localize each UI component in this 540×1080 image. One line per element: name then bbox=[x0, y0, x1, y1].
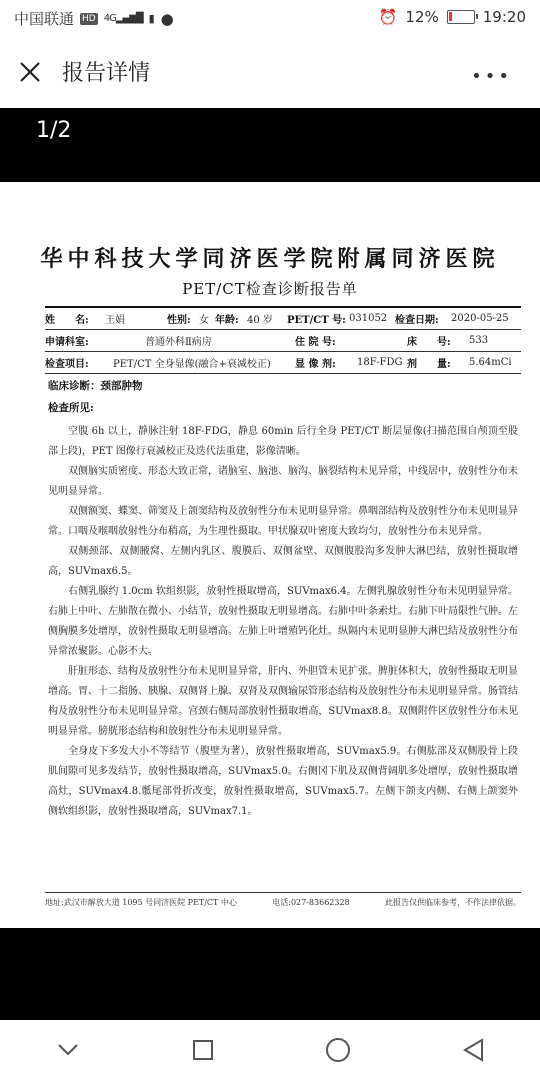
info-row-1 bbox=[45, 306, 521, 330]
footer-note: 此报告仅供临床参考，不作法律依据。 bbox=[384, 898, 521, 907]
dose-label: 剂 量: bbox=[407, 359, 451, 370]
carrier-label: 中国联通 bbox=[14, 10, 75, 28]
findings-label: 检查所见: bbox=[48, 402, 94, 414]
page-title: 报告详情 bbox=[62, 61, 151, 86]
dept-label: 申请科室: bbox=[45, 337, 89, 348]
ward-label: 住 院 号: bbox=[295, 337, 336, 348]
patient-info-table bbox=[45, 306, 521, 374]
agent-label: 显 像 剂: bbox=[295, 359, 336, 370]
findings-paragraph: 全身皮下多发大小不等结节（腹壁为著），放射性摄取增高，SUVmax5.9。右侧肱部及双侧股骨上段肌间隙可见多发结节，放射性摄取增高，SUVmax5.0。右侧冈下肌及双侧背阔肌多处增厚，放射性摄取增高灶，SUVmax4.8.骶尾部骨折改变，放射性摄取增高，SUVmax5.7。左侧下颌支内侧、右侧上颌窦外侧软组织影，放射性摄取增高，SUVmax7.1。 bbox=[48, 746, 518, 817]
alarm-icon: ⏰ bbox=[378, 8, 398, 26]
wifi-icon: ▮ bbox=[148, 12, 155, 25]
findings-paragraph: 右侧乳腺约 1.0cm 软组织影，放射性摄取增高，SUVmax6.4。左侧乳腺放射性分布未见明显异常。右肺上中叶、左肺散在微小、小结节，放射性摄取无明显增高。右肺中叶条索灶。右肺下叶局限性气肿。左侧胸膜多处增厚，放射性摄取无明显增高。左肺上叶增殖钙化灶。纵隔内未见明显肿大淋巴结及放射性分布异常浓聚影。心影不大。 bbox=[48, 586, 518, 657]
hd-badge: HD bbox=[82, 13, 96, 24]
triangle-back-icon bbox=[462, 1038, 484, 1062]
findings-paragraph: 双侧额窦、蝶窦、筛窦及上颌窦结构及放射性分布未见明显异常。鼻咽部结构及放射性分布未见明显异常。口咽及喉咽放射性分布稍高，为生理性摄取。甲状腺双叶密度大致均匀，放射性分布未见异常。 bbox=[48, 506, 518, 537]
clock: 19:20 bbox=[482, 8, 526, 26]
battery-fill bbox=[449, 12, 452, 21]
age-label: 年龄: bbox=[215, 315, 239, 326]
report-footer bbox=[45, 892, 521, 908]
dept-value: 普通外科Ⅱ病房 bbox=[145, 337, 212, 348]
sex-label: 性别: bbox=[167, 315, 191, 326]
exam-item-label: 检查项目: bbox=[45, 359, 89, 370]
footer-address: 地址:武汉市解放大道 1095 号同济医院 PET/CT 中心 bbox=[45, 898, 237, 907]
chevron-down-icon bbox=[57, 1043, 79, 1057]
petct-no-value: 031052 bbox=[349, 313, 388, 324]
findings-text bbox=[48, 422, 518, 822]
exam-item-value: PET/CT 全身显像(融合+衰减校正) bbox=[113, 359, 271, 370]
report-page bbox=[0, 182, 540, 928]
circle-icon bbox=[325, 1037, 351, 1063]
system-nav-bar bbox=[0, 1020, 540, 1080]
report-title: PET/CT检查诊断报告单 bbox=[182, 280, 358, 298]
bed-label: 床 号: bbox=[407, 337, 451, 348]
page-indicator: 1/2 bbox=[36, 118, 72, 143]
info-row-2 bbox=[45, 330, 521, 352]
hospital-name: 华中科技大学同济医学院附属同济医院 bbox=[40, 246, 500, 272]
document-viewer[interactable] bbox=[0, 108, 540, 1020]
nav-recents-button[interactable] bbox=[179, 1026, 227, 1074]
findings-paragraph: 双侧脑实质密度、形态大致正常，诸脑室、脑池、脑沟、脑裂结构未见异常，中线居中，放射性分布未见明显异常。 bbox=[48, 466, 518, 497]
findings-paragraph: 肝脏形态、结构及放射性分布未见明显异常，肝内、外胆管未见扩张。脾脏体积大，放射性摄取无明显增高。胃、十二指肠、胰腺、双侧肾上腺、双肾及双侧输尿管形态结构及放射性分布未见明显异常。肠管结构及放射性分布未见明显异常。宫颈右侧局部放射性摄取增高，SUVmax8.8。双侧附件区放射性分布未见明显异常。膀胱形态结构和放射性分布未见明显异常。 bbox=[48, 666, 518, 737]
status-bar bbox=[0, 0, 540, 36]
chat-icon: ● bbox=[160, 9, 174, 28]
battery-icon bbox=[447, 10, 475, 24]
clinical-diagnosis: 临床诊断：颈部肿物 bbox=[48, 380, 143, 392]
findings-paragraph: 空腹 6h 以上，静脉注射 18F-FDG，静息 60min 后行全身 PET/CT 断层显像(扫描范围自颅顶至股部上段)，PET 图像行衰减校正及迭代法重建，影像清晰。 bbox=[48, 426, 518, 457]
exam-date-label: 检查日期: bbox=[395, 315, 439, 326]
name-label: 姓 名: bbox=[45, 315, 89, 326]
bed-value: 533 bbox=[469, 335, 489, 346]
dose-value: 5.64mCi bbox=[469, 357, 512, 368]
battery-percent: 12% bbox=[405, 8, 439, 26]
network-type: 4G bbox=[103, 13, 116, 24]
app-bar bbox=[0, 36, 540, 108]
square-icon bbox=[192, 1039, 214, 1061]
agent-value: 18F-FDG bbox=[357, 357, 403, 368]
footer-phone: 电话:027-83662328 bbox=[272, 898, 350, 907]
petct-no-label: PET/CT 号: bbox=[287, 315, 346, 326]
signal-icon: 4G▂▄▆█ bbox=[103, 13, 143, 24]
info-row-3 bbox=[45, 352, 521, 374]
nav-back-button[interactable] bbox=[449, 1026, 497, 1074]
name-value: 王娟 bbox=[105, 315, 125, 326]
sex-value: 女 bbox=[199, 315, 209, 326]
exam-date-value: 2020-05-25 bbox=[451, 313, 509, 324]
age-value: 40 岁 bbox=[247, 315, 273, 326]
more-options-icon[interactable]: ••• bbox=[471, 66, 512, 87]
nav-home-button[interactable] bbox=[314, 1026, 362, 1074]
nav-down-button[interactable] bbox=[44, 1026, 92, 1074]
findings-paragraph: 双侧颈部、双侧腋窝、左侧内乳区、腹膜后、双侧盆壁、双侧腹股沟多发肿大淋巴结，放射性摄取增高，SUVmax6.5。 bbox=[48, 546, 518, 577]
close-icon[interactable] bbox=[18, 60, 42, 84]
